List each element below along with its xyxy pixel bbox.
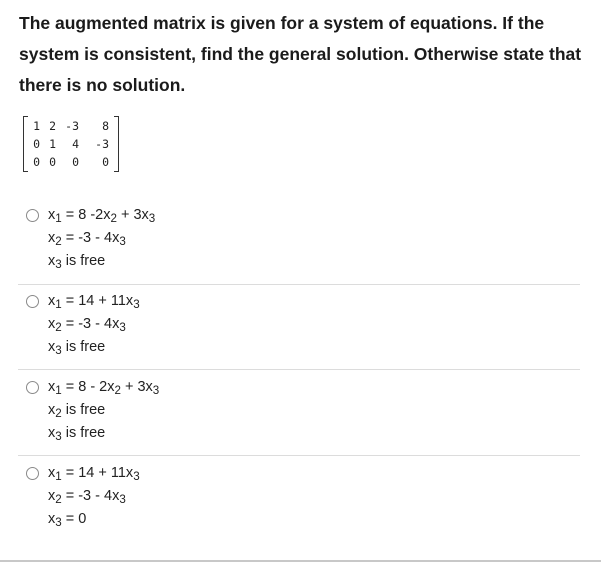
matrix-right-bracket [114,116,119,172]
question-text: The augmented matrix is given for a system of equations. If the system is consistent, find the general solution. Otherwise state that there is no solution. [19,13,582,95]
answer-option[interactable] [0,458,601,543]
option-line: $x_3$ is free [48,425,106,443]
option-line: $x_1 = 8$ $-2x_2 + 3x_3$ [48,207,156,225]
option-line: $x_2 = -3 - 4x_3$ [48,316,126,334]
radio-button[interactable] [26,209,39,222]
bottom-divider [0,560,601,562]
matrix-cell: 0 [49,155,56,169]
option-divider [18,284,580,285]
option-line: $x_1 = 8 - 2x_2 + 3x_3$ [48,379,160,397]
matrix-cell: -3 [65,119,79,133]
matrix-cell: 4 [72,137,79,151]
matrix-cell: 0 [33,155,40,169]
option-line: $x_3 = 0$ [48,511,87,529]
option-line: $x_2 = -3 - 4x_3$ [48,488,126,506]
option-line: $x_3$ is free [48,339,106,357]
option-line: $x_3$ is free [48,253,106,271]
option-divider [18,455,580,456]
option-divider [18,369,580,370]
option-line: $x_1 = 14 + 11x_3$ [48,465,140,483]
answer-option[interactable] [0,372,601,457]
radio-button[interactable] [26,467,39,480]
option-line: $x_2$ is free [48,402,106,420]
augmented-matrix [23,116,119,172]
answer-option[interactable] [0,286,601,371]
matrix-cell: 1 [33,119,40,133]
option-line: $x_2 = -3 - 4x_3$ [48,230,126,248]
matrix-cell: 0 [33,137,40,151]
option-line: $x_1 = 14 + 11x_3$ [48,293,140,311]
matrix-cell: 0 [102,155,109,169]
matrix-cell: 8 [102,119,109,133]
matrix-cell: 1 [49,137,56,151]
radio-button[interactable] [26,381,39,394]
answer-option[interactable] [0,200,601,285]
matrix-cell: 2 [49,119,56,133]
matrix-cell: -3 [95,137,109,151]
matrix-cell: 0 [72,155,79,169]
radio-button[interactable] [26,295,39,308]
